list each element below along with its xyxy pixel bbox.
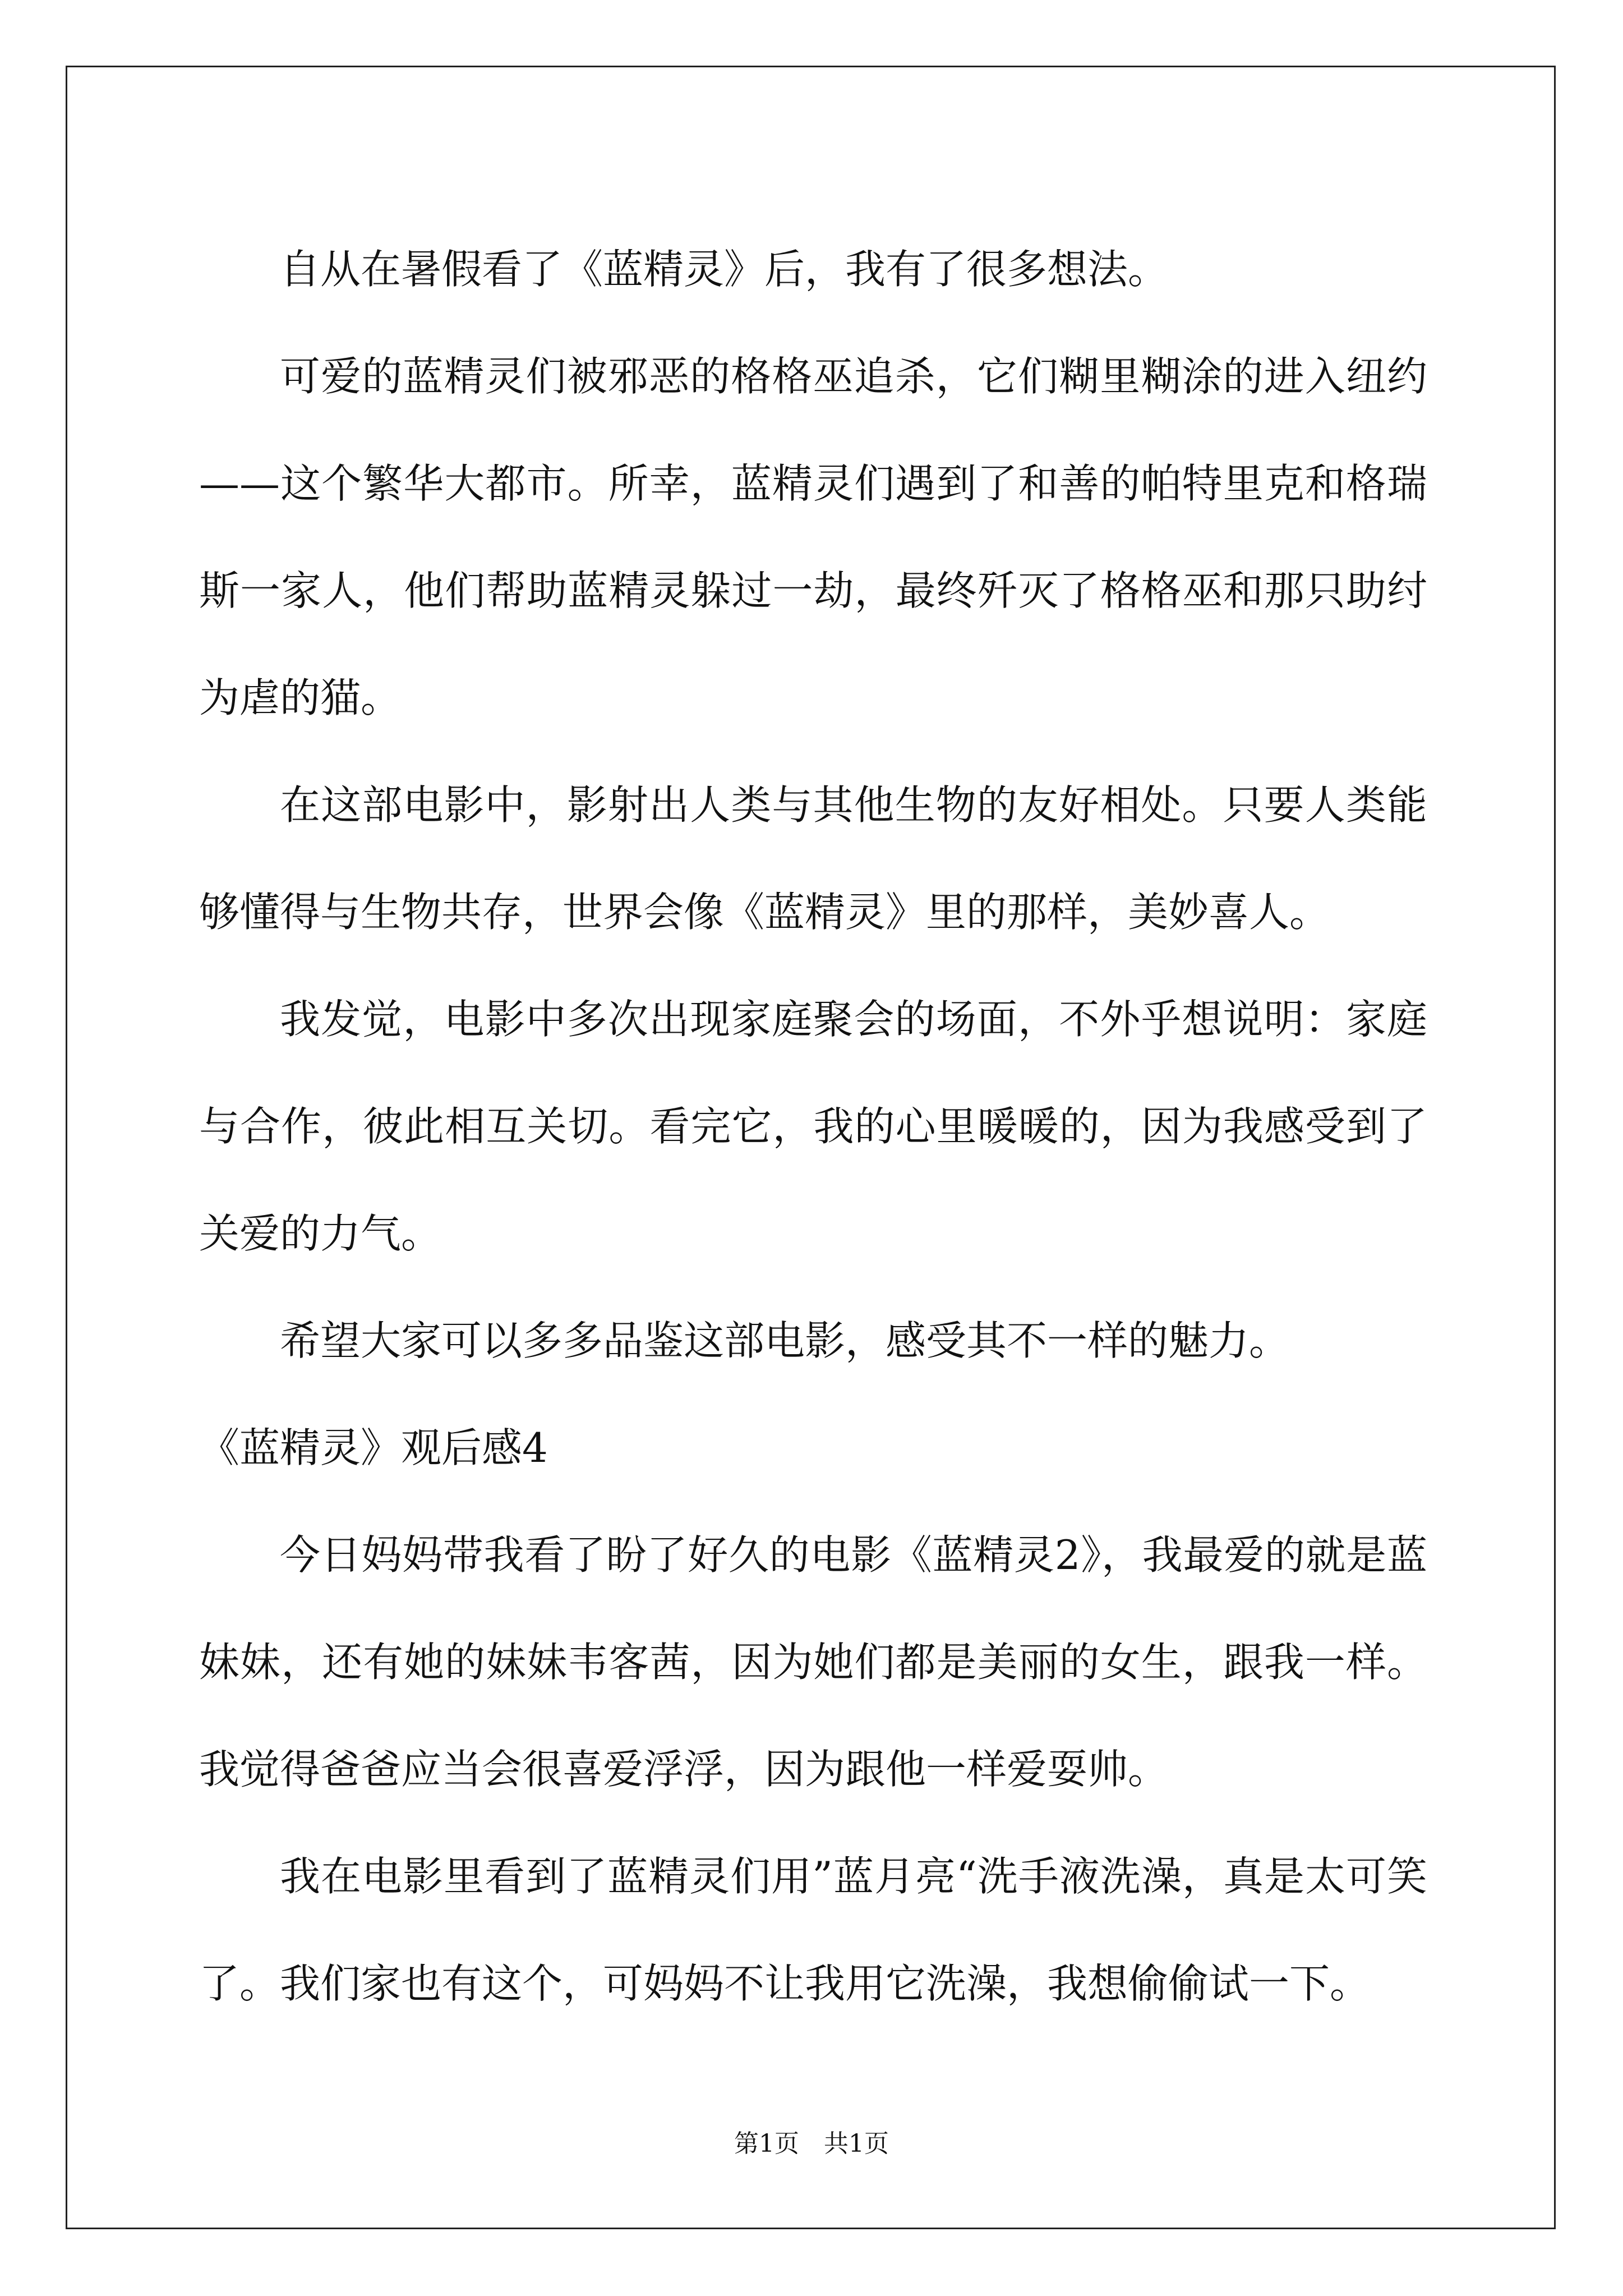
- paragraph: 自从在暑假看了《蓝精灵》后，我有了很多想法。: [280, 246, 1169, 293]
- paragraph: 我发觉，电影中多次出现家庭聚会的场面，不外乎想说明：家庭与合作，彼此相互关切。看完它，我的心里暖暖的，因为我感受到了关爱的力气。: [199, 996, 1427, 1257]
- document-body: [199, 216, 1427, 2037]
- section-heading: 《蓝精灵》观后感4: [199, 1424, 548, 1471]
- paragraph: 今日妈妈带我看了盼了好久的电影《蓝精灵2》，我最爱的就是蓝妹妹，还有她的妹妹韦客茜，因为她们都是美丽的女生，跟我一样。我觉得爸爸应当会很喜爱浮浮，因为跟他一样爱耍帅。: [199, 1531, 1427, 1793]
- paragraph: 在这部电影中，影射出人类与其他生物的友好相处。只要人类能够懂得与生物共存，世界会像《蓝精灵》里的那样，美妙喜人。: [199, 781, 1427, 936]
- paragraph: 可爱的蓝精灵们被邪恶的格格巫追杀，它们糊里糊涂的进入纽约——这个繁华大都市。所幸，蓝精灵们遇到了和善的帕特里克和格瑞斯一家人，他们帮助蓝精灵躲过一劫，最终歼灭了格格巫和那只助纣为虐的猫。: [199, 353, 1427, 721]
- page-footer: 第1页 共1页: [734, 2129, 889, 2158]
- paragraph: 我在电影里看到了蓝精灵们用”蓝月亮“洗手液洗澡，真是太可笑了。我们家也有这个，可妈妈不让我用它洗澡，我想偷偷试一下。: [199, 1853, 1427, 2007]
- paragraph: 希望大家可以多多品鉴这部电影，感受其不一样的魅力。: [280, 1317, 1290, 1364]
